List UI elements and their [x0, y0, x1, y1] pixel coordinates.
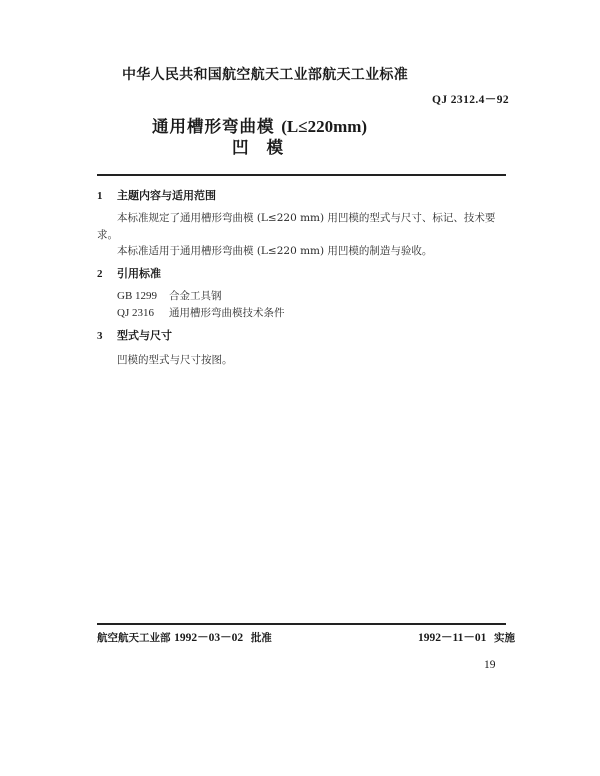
- section-number: 3: [97, 330, 103, 342]
- bottom-rule: [97, 623, 506, 625]
- section-1-paragraph-1-cont: 求。: [97, 229, 118, 241]
- page-number: 19: [484, 659, 496, 671]
- title-cn: 通用槽形弯曲模: [152, 117, 275, 136]
- effective-line: [418, 629, 515, 645]
- section-title: 主题内容与适用范围: [117, 189, 216, 202]
- subtitle-char-1: 凹: [232, 138, 249, 157]
- approval-org: 航空航天工业部: [97, 632, 171, 644]
- reference-item: [117, 288, 222, 303]
- section-3-heading: [97, 327, 172, 343]
- effective-label: 实施: [494, 632, 516, 644]
- effective-date: 1992－11－01: [418, 632, 487, 644]
- approval-line: [97, 629, 272, 645]
- section-1-heading: [97, 187, 216, 203]
- reference-item: [117, 305, 285, 320]
- section-number: 2: [97, 268, 103, 280]
- reference-title: 合金工具钢: [169, 290, 222, 302]
- section-1-paragraph-2: 本标准适用于通用槽形弯曲模 (L≤220 mm) 用凹模的制造与验收。: [117, 245, 433, 257]
- issuing-organization: 中华人民共和国航空航天工业部航天工业标准: [122, 67, 408, 83]
- subtitle-char-2: 模: [266, 138, 283, 157]
- section-title: 引用标准: [117, 267, 161, 280]
- title-range: (L≤220mm): [281, 117, 368, 136]
- section-number: 1: [97, 190, 103, 202]
- reference-id: QJ 2316: [117, 307, 154, 319]
- top-rule: [97, 174, 506, 176]
- reference-title: 通用槽形弯曲模技术条件: [169, 307, 285, 319]
- standard-code: QJ 2312.4－92: [432, 94, 509, 106]
- section-1-paragraph-1: 本标准规定了通用槽形弯曲模 (L≤220 mm) 用凹模的型式与尺寸、标记、技术要: [117, 212, 496, 224]
- section-3-paragraph-1: 凹模的型式与尺寸按图。: [117, 354, 233, 366]
- reference-id: GB 1299: [117, 290, 158, 302]
- section-title: 型式与尺寸: [117, 329, 172, 342]
- document-subtitle: [232, 134, 283, 158]
- approval-date: 1992－03－02: [174, 632, 244, 644]
- section-2-heading: [97, 265, 161, 281]
- approval-label: 批准: [250, 632, 272, 644]
